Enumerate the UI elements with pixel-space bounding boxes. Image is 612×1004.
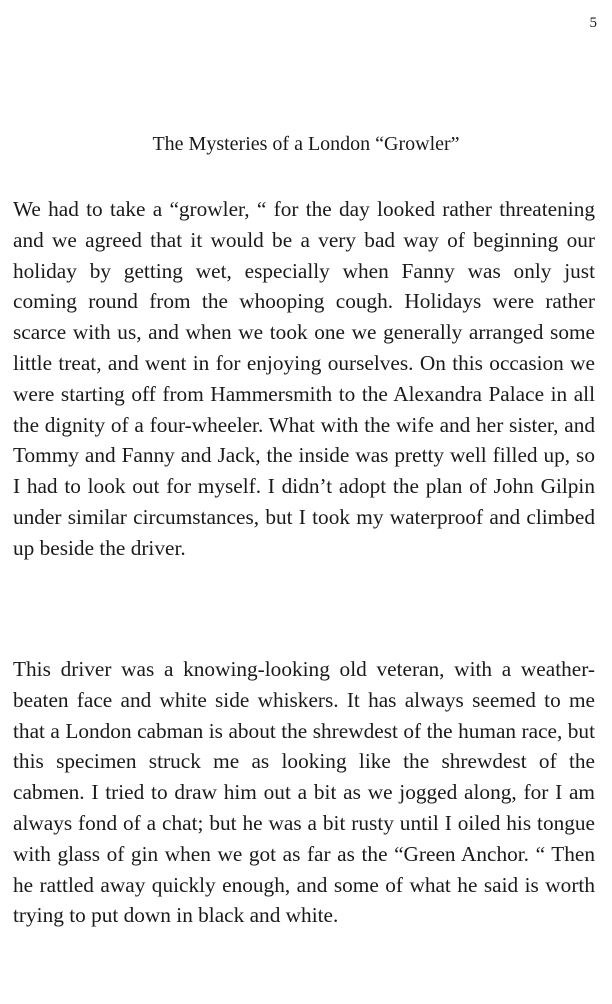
paragraph-2: This driver was a knowing-looking old veteran, with a weather-beaten face and white side whiskers. It has always seemed to me that a London cabman is about the shrewdest of the human race, but this specimen struck me as looking like the shrewdest of the cabmen. I tried to draw him out a bit as we jogged along, for I am always fond of a chat; but he was a bit rusty until I oiled his tongue with glass of gin when we got as far as the “Green Anchor. “ Then he rattled away quickly enough, and some of what he said is worth trying to put down in black and white. xyxy=(13,657,595,928)
page-number: 5 xyxy=(589,15,597,31)
paragraph-1: We had to take a “growler, “ for the day looked rather threatening and we agreed that it would be a very bad way of beginning our holiday by getting wet, especially when Fanny was only just coming round from the whooping cough. Holidays were rather scarce with us, and when we took one we generally arranged some little treat, and went in for enjoying ourselves. On this occasion we were starting off from Hammersmith to the Alexandra Palace in all the dignity of a four-wheeler. What with the wife and her sister, and Tommy and Fanny and Jack, the inside was pretty well filled up, so I had to look out for myself. I didn’t adopt the plan of John Gilpin under similar circumstances, but I took my waterproof and climbed up beside the driver. xyxy=(13,197,595,560)
chapter-title: The Mysteries of a London “Growler” xyxy=(152,133,460,155)
